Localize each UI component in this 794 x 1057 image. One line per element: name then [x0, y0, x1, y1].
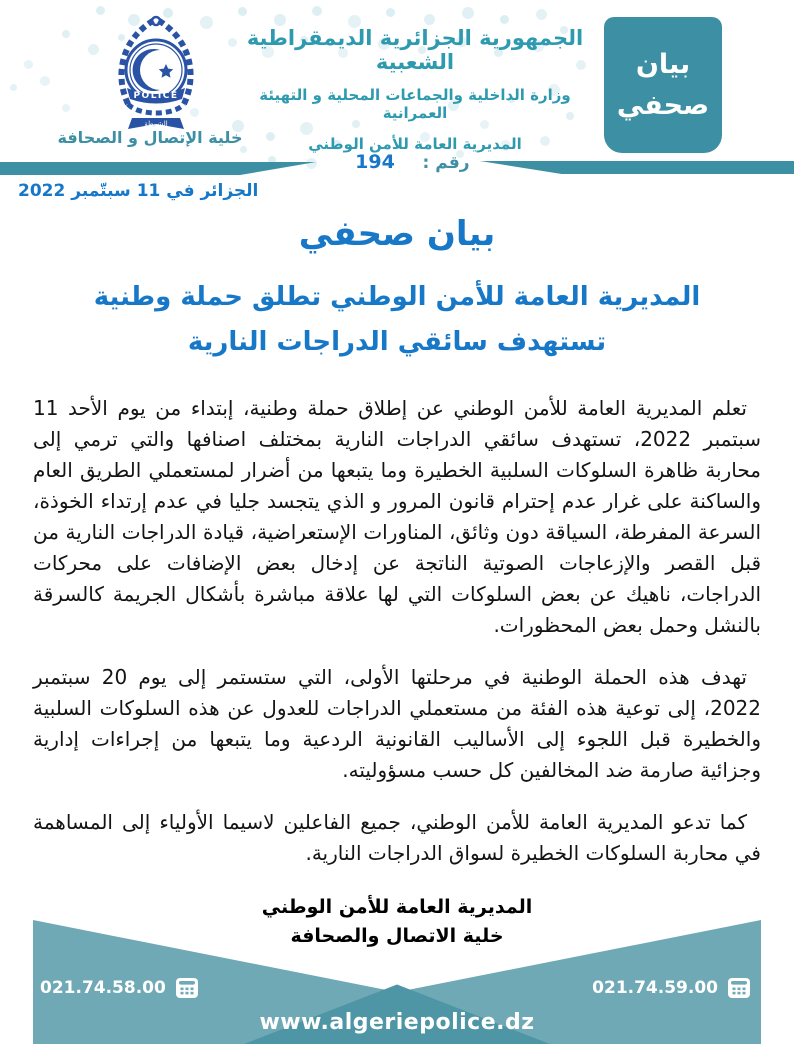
fax-icon — [728, 978, 750, 998]
paragraph-1: تعلم المديرية العامة للأمن الوطني عن إطلاق حملة وطنية، إبتداء من يوم الأحد 11 سبتمبر 2022، تستهدف سائقي الدراجات النارية بمختلف اصنافها والتي ترمي إلى محاربة ظاهرة السلوكات السلبية الخطيرة وما يتبعها من أضرار لمستعملي الطريق العام والساكنة على غرار عدم إحترام قانون المرور و الذي يتجسد جليا في عدم إرتداء الخوذة، السرعة المفرطة، السياقة دون وثائق، المناورات الإستعراضية، قيادة الدراجات النارية من قبل القصر والإزعاجات الصوتية الناتجة عن إدخال بعض الإضافات على محركات الدراجات، ناهيك عن بعض السلوكات التي لها علاقة مباشرة بأشكال الجريمة كالسرقة بالنشل وحمل بعض المحظورات. — [33, 396, 761, 637]
signature-block — [0, 893, 794, 951]
dot — [238, 7, 247, 16]
logo-police-label: POLICE — [133, 91, 179, 101]
date-line: الجزائر في 11 سبتّمبر 2022 — [18, 181, 259, 201]
dot — [386, 8, 395, 17]
org-header — [225, 26, 605, 153]
dot — [424, 14, 435, 25]
dot — [274, 14, 286, 26]
republic-line: الجمهورية الجزائرية الديمقراطية الشعبية — [246, 26, 584, 74]
badge-line1: بيان — [635, 49, 691, 80]
divider-swoosh-left — [0, 162, 316, 175]
paragraph-2: تهدف هذه الحملة الوطنية في مرحلتها الأولى، التي ستستمر إلى يوم 20 سبتمبر 2022، إلى توعية هذه الفئة من مستعملي الدراجات للعدول عن هذه السلوكات السلبية والخطيرة قبل اللجوء إلى الأساليب القانونية الردعية وما يتبعها من إجراءات إدارية وجزائية صارمة ضد المخالفين كل حسب مسؤوليته. — [33, 665, 761, 782]
badge-line2: صحفي — [616, 90, 710, 121]
dot — [62, 104, 70, 112]
phone-right — [592, 978, 750, 998]
dot — [312, 6, 322, 16]
phone-right-number: 021.74.59.00 — [592, 978, 718, 998]
comms-cell-label: خلية الإتصال و الصحافة — [57, 128, 243, 147]
document-number-value: 194 — [355, 151, 395, 173]
dot — [10, 84, 17, 91]
body-text — [33, 393, 761, 890]
crescent-icon — [133, 49, 160, 91]
dot — [500, 15, 509, 24]
logo-arabic-label: الشرطة — [144, 120, 168, 128]
document-number-label: رقم : — [422, 153, 470, 173]
dot — [24, 60, 33, 69]
page-title: بيان صحفي — [298, 214, 496, 254]
signature-line1: المديرية العامة للأمن الوطني — [261, 896, 533, 918]
paragraph-3: كما تدعو المديرية العامة للأمن الوطني، جميع الفاعلين لاسيما الأولياء إلى المساهمة في محاربة السلوكات الخطيرة لسواق الدراجات النارية. — [33, 810, 761, 865]
dot — [306, 158, 317, 169]
press-release-badge — [604, 17, 722, 153]
police-logo — [96, 12, 216, 134]
signature-line2: خلية الاتصال والصحافة — [290, 925, 504, 947]
dot — [62, 30, 70, 38]
dot — [536, 9, 547, 20]
website-url: www.algeriepolice.dz — [259, 1010, 535, 1035]
phone-left-number: 021.74.58.00 — [40, 978, 166, 998]
phone-left — [40, 978, 198, 998]
fax-icon — [176, 978, 198, 998]
dot — [40, 76, 50, 86]
ministry-line: وزارة الداخلية والجماعات المحلية و التهيئة العمرانية — [259, 86, 571, 122]
dot — [462, 7, 474, 19]
star-icon — [159, 64, 173, 78]
divider-swoosh-right — [480, 161, 794, 174]
subtitle-line1: المديرية العامة للأمن الوطني تطلق حملة وطنية — [93, 282, 701, 312]
directorate-line: المديرية العامة للأمن الوطني — [308, 135, 522, 153]
subtitle-line2: تستهدف سائقي الدراجات النارية — [187, 327, 607, 357]
